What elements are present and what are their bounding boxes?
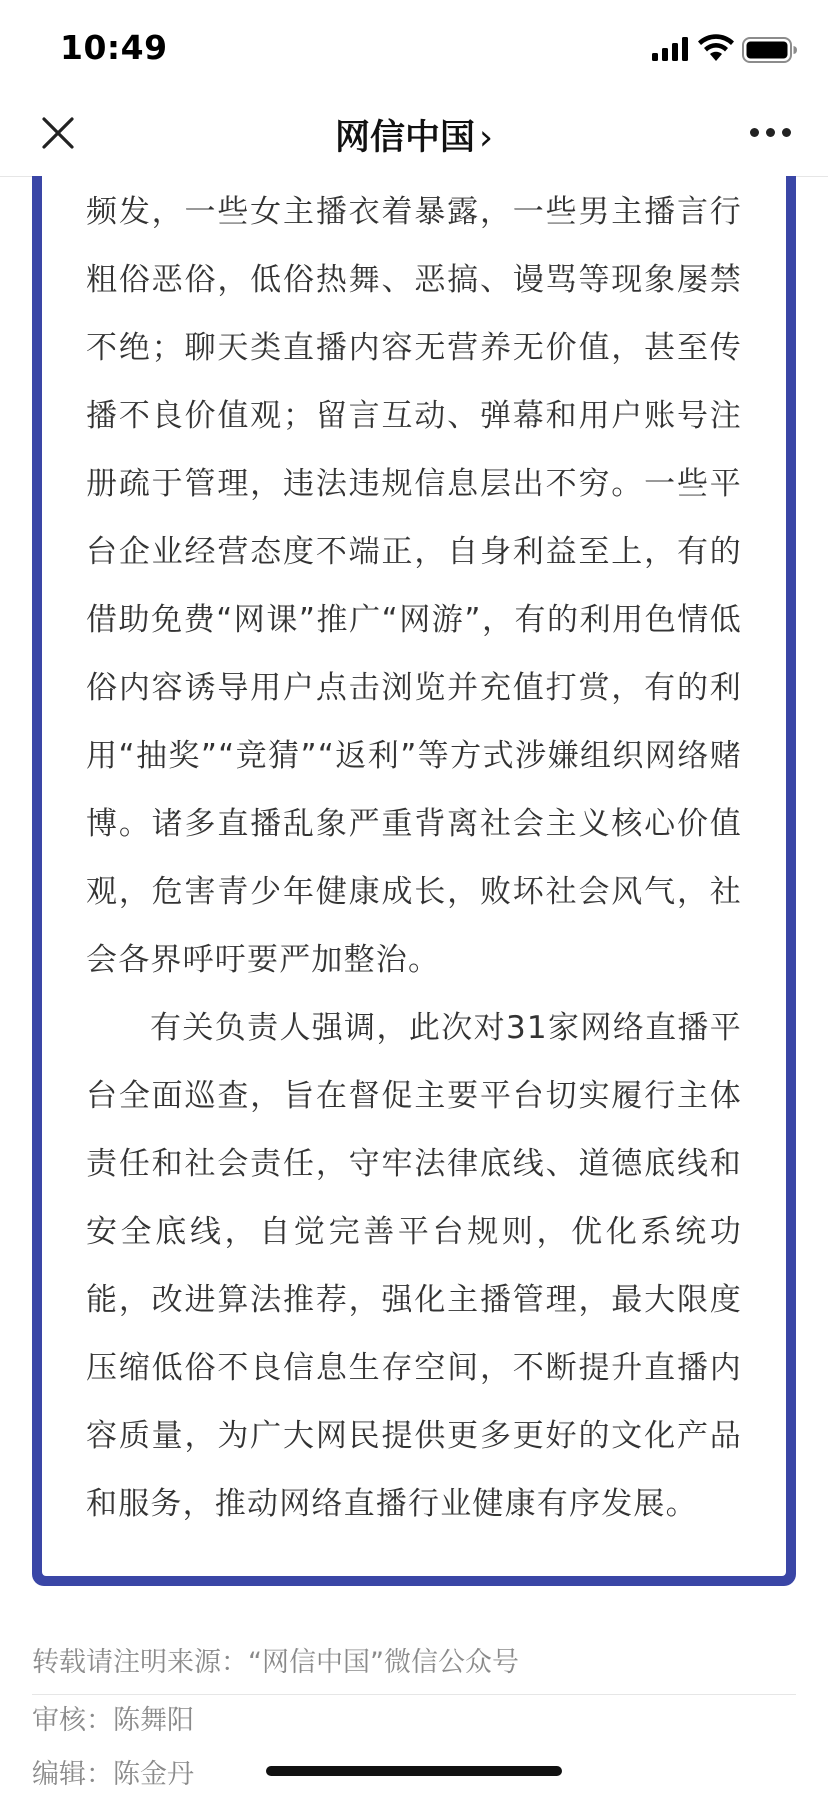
- chevron-right-icon: ›: [479, 118, 493, 158]
- home-indicator[interactable]: [266, 1766, 562, 1776]
- account-title: 网信中国: [334, 118, 475, 158]
- status-bar: [0, 0, 828, 100]
- source-notice: 转载请注明来源：“网信中国”微信公众号: [32, 1638, 796, 1695]
- reviewer-line: 审核：陈舞阳: [32, 1705, 194, 1736]
- article-paragraph: 频发，一些女主播衣着暴露，一些男主播言行粗俗恶俗，低俗热舞、恶搞、谩骂等现象屡禁不绝；聊天类直播内容无营养无价值，甚至传播不良价值观；留言互动、弹幕和用户账号注册疏于管理，违法违规信息层出不穷。一些平台企业经营态度不端正，自身利益至上，有的借助免费“网课”推广“网游”，有的利用色情低俗内容诱导用户点击浏览并充值打赏，有的利用“抽奖”“竞猜”“返利”等方式涉嫌组织网络赌博。诸多直播乱象严重背离社会主义核心价值观，危害青少年健康成长，败坏社会风气，社会各界呼吁要严加整治。: [86, 194, 742, 978]
- account-title-button[interactable]: [0, 110, 828, 160]
- editor-line: 编辑：陈金丹: [32, 1759, 194, 1790]
- wifi-icon: [698, 34, 734, 62]
- battery-icon: [742, 37, 798, 63]
- more-icon[interactable]: [750, 128, 792, 140]
- nav-bar: [0, 100, 828, 177]
- article-body: [42, 176, 786, 1576]
- article-box: [32, 176, 796, 1586]
- article-paragraph: 有关负责人强调，此次对31家网络直播平台全面巡查，旨在督促主要平台切实履行主体责任和社会责任，守牢法律底线、道德底线和安全底线，自觉完善平台规则，优化系统功能，改进算法推荐，强化主播管理，最大限度压缩低俗不良信息生存空间，不断提升直播内容质量，为广大网民提供更多更好的文化产品和服务，推动网络直播行业健康有序发展。: [86, 1010, 742, 1522]
- cellular-signal-icon: [652, 37, 690, 61]
- status-time: 10:49: [60, 28, 168, 67]
